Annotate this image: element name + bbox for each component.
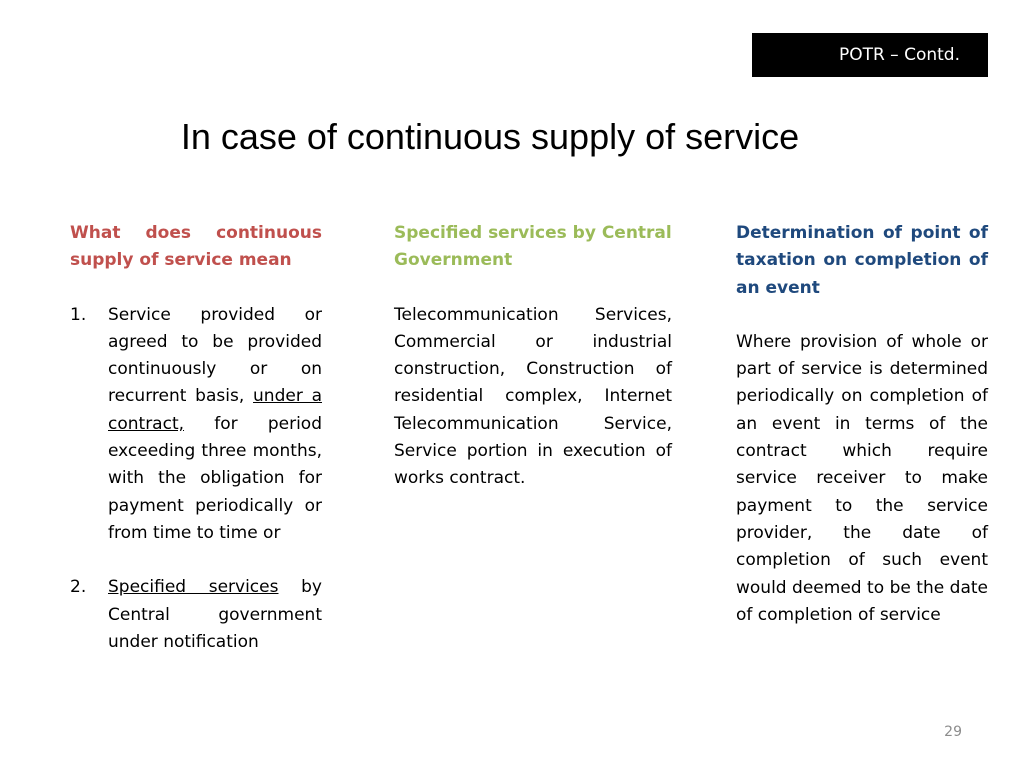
list-text: Service provided or agreed to be provided continuously or on recurrent basis,: [108, 304, 322, 407]
slide-title: In case of continuous supply of service: [180, 116, 800, 157]
list-item: [70, 574, 322, 656]
page-number: 29: [944, 724, 962, 740]
list-text: for period exceeding three months, with the obligation for payment periodically or from time to time or: [108, 413, 322, 543]
column-body: Where provision of whole or part of service is determined periodically on completion of an event in terms of the contract which require service receiver to make payment to the service provider, the date of completion of such event would deemed to be the date of completion of service: [736, 331, 988, 625]
list-text-underlined: under a contract,: [108, 386, 322, 434]
list-item: [70, 302, 322, 548]
list-number: 2.: [70, 577, 87, 598]
column-specified-services: [394, 220, 672, 493]
column-heading: Determination of point of taxation on completion of an event: [736, 223, 988, 298]
column-continuous-supply: [70, 220, 322, 656]
list-text-underlined: Specified services: [108, 577, 279, 598]
column-heading: What does continuous supply of service mean: [70, 223, 322, 271]
section-tag: [752, 33, 988, 77]
column-point-of-taxation: [736, 220, 988, 629]
column-heading: Specified services by Central Government: [394, 223, 672, 271]
numbered-list: [70, 302, 322, 657]
section-tag-label: POTR – Contd.: [838, 45, 960, 65]
list-text: by Central government under notification: [108, 577, 322, 652]
column-body: Telecommunication Services, Commercial or industrial construction, Construction of residential complex, Internet Telecommunication Service, Service portion in execution of works contract.: [394, 304, 672, 489]
list-number: 1.: [70, 304, 87, 325]
